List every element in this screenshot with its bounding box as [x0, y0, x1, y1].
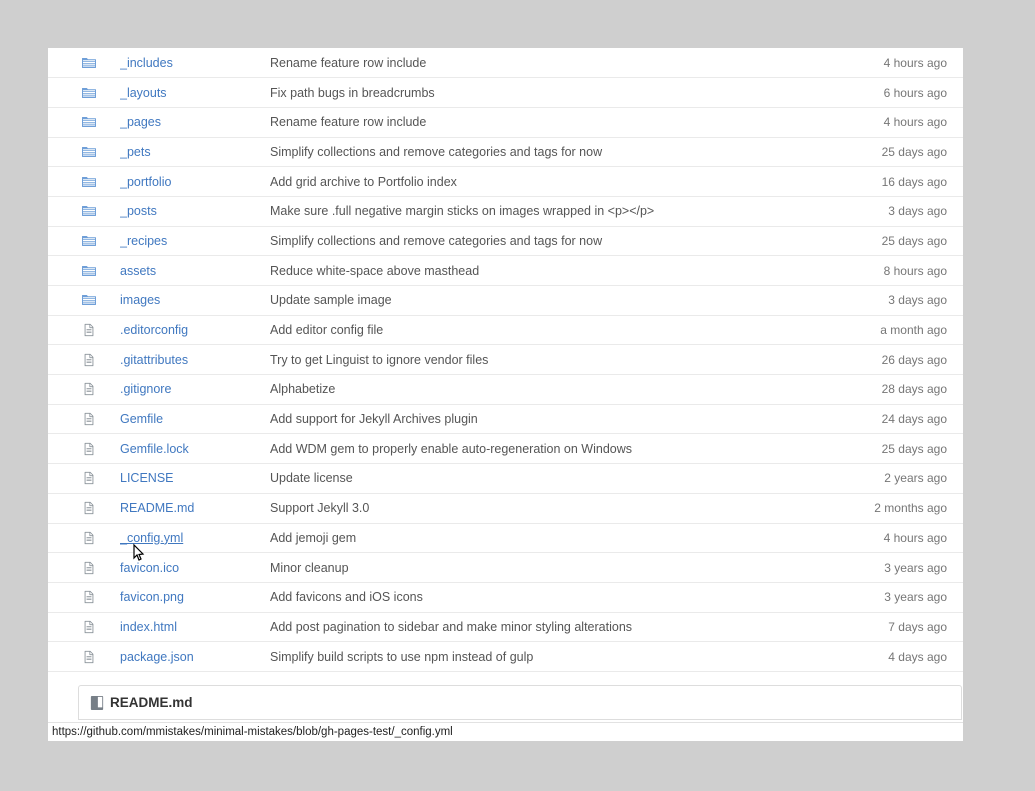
folder-icon-cell — [48, 256, 120, 286]
file-link[interactable]: _config.yml — [120, 530, 184, 545]
commit-message[interactable]: Reduce white-space above masthead — [270, 263, 480, 278]
file-icon — [82, 561, 96, 575]
file-name-cell — [120, 612, 270, 642]
commit-age: 3 years ago — [827, 553, 963, 583]
file-name-cell — [120, 167, 270, 197]
commit-age: 7 days ago — [827, 612, 963, 642]
commit-age: 25 days ago — [827, 226, 963, 256]
commit-age: 28 days ago — [827, 375, 963, 405]
readme-panel — [78, 685, 962, 720]
commit-message[interactable]: Add editor config file — [270, 323, 384, 338]
table-row[interactable] — [48, 256, 963, 286]
commit-age: 2 years ago — [827, 464, 963, 494]
commit-message-cell — [270, 582, 827, 612]
file-icon — [82, 412, 96, 426]
file-link[interactable]: favicon.ico — [120, 560, 180, 575]
file-link[interactable]: _recipes — [120, 233, 168, 248]
commit-message-cell — [270, 48, 827, 78]
commit-message[interactable]: Simplify collections and remove categories and tags for now — [270, 144, 603, 159]
commit-message[interactable]: Minor cleanup — [270, 560, 349, 575]
file-name-cell — [120, 78, 270, 108]
commit-age: 8 hours ago — [827, 256, 963, 286]
folder-icon-cell — [48, 196, 120, 226]
commit-message[interactable]: Make sure .full negative margin sticks on images wrapped in <p></p> — [270, 204, 655, 219]
file-icon-cell — [48, 553, 120, 583]
commit-message[interactable]: Add grid archive to Portfolio index — [270, 174, 457, 189]
commit-message[interactable]: Simplify collections and remove categories and tags for now — [270, 233, 603, 248]
file-name-cell — [120, 315, 270, 345]
commit-message-cell — [270, 107, 827, 137]
commit-age: 25 days ago — [827, 434, 963, 464]
file-name-cell — [120, 553, 270, 583]
readme-title: README.md — [110, 695, 193, 710]
file-icon — [82, 590, 96, 604]
commit-message-cell — [270, 553, 827, 583]
file-name-cell — [120, 226, 270, 256]
folder-icon — [82, 175, 96, 189]
file-name-cell — [120, 582, 270, 612]
file-icon-cell — [48, 523, 120, 553]
file-link[interactable]: .gitignore — [120, 382, 172, 397]
folder-icon — [82, 86, 96, 100]
file-icon-cell — [48, 434, 120, 464]
file-icon — [82, 442, 96, 456]
table-row[interactable] — [48, 167, 963, 197]
file-icon-cell — [48, 315, 120, 345]
table-row[interactable] — [48, 48, 963, 78]
file-icon — [82, 620, 96, 634]
folder-icon-cell — [48, 286, 120, 316]
commit-message-cell — [270, 612, 827, 642]
folder-icon — [82, 115, 96, 129]
file-icon-cell — [48, 464, 120, 494]
file-link[interactable]: _portfolio — [120, 174, 172, 189]
commit-age: a month ago — [827, 315, 963, 345]
commit-message-cell — [270, 78, 827, 108]
file-link[interactable]: _pets — [120, 144, 151, 159]
commit-age: 16 days ago — [827, 167, 963, 197]
file-icon — [82, 650, 96, 664]
commit-message[interactable]: Add WDM gem to properly enable auto-regeneration on Windows — [270, 441, 632, 456]
folder-icon-cell — [48, 226, 120, 256]
table-row[interactable] — [48, 642, 963, 672]
table-row[interactable] — [48, 315, 963, 345]
file-icon — [82, 323, 96, 337]
commit-message[interactable]: Update sample image — [270, 293, 392, 308]
file-link[interactable]: favicon.png — [120, 590, 184, 605]
file-link[interactable]: _pages — [120, 115, 162, 130]
commit-age: 25 days ago — [827, 137, 963, 167]
commit-message-cell — [270, 642, 827, 672]
file-icon-cell — [48, 375, 120, 405]
file-icon — [82, 531, 96, 545]
file-name-cell — [120, 523, 270, 553]
file-icon — [82, 382, 96, 396]
commit-message[interactable]: Add jemoji gem — [270, 530, 357, 545]
commit-message-cell — [270, 137, 827, 167]
folder-icon-cell — [48, 167, 120, 197]
readme-header — [79, 686, 961, 719]
commit-message-cell — [270, 315, 827, 345]
commit-message-cell — [270, 196, 827, 226]
file-name-cell — [120, 464, 270, 494]
commit-age: 4 days ago — [827, 642, 963, 672]
commit-message-cell — [270, 375, 827, 405]
commit-message[interactable]: Update license — [270, 471, 353, 486]
table-row[interactable] — [48, 493, 963, 523]
commit-message[interactable]: Simplify build scripts to use npm instead of gulp — [270, 649, 534, 664]
file-name-cell — [120, 404, 270, 434]
commit-age: 24 days ago — [827, 404, 963, 434]
commit-age: 4 hours ago — [827, 48, 963, 78]
table-row[interactable] — [48, 345, 963, 375]
commit-age: 26 days ago — [827, 345, 963, 375]
table-row[interactable] — [48, 434, 963, 464]
file-link[interactable]: _posts — [120, 204, 157, 219]
folder-icon — [82, 234, 96, 248]
file-name-cell — [120, 137, 270, 167]
folder-icon-cell — [48, 107, 120, 137]
commit-message[interactable]: Try to get Linguist to ignore vendor files — [270, 352, 489, 367]
file-name-cell — [120, 107, 270, 137]
table-row[interactable] — [48, 226, 963, 256]
file-link[interactable]: .editorconfig — [120, 323, 189, 338]
table-row[interactable] — [48, 464, 963, 494]
folder-icon — [82, 145, 96, 159]
commit-message[interactable]: Fix path bugs in breadcrumbs — [270, 85, 435, 100]
table-row[interactable] — [48, 196, 963, 226]
file-name-cell — [120, 345, 270, 375]
file-link[interactable]: _layouts — [120, 85, 167, 100]
repo-file-table — [48, 48, 963, 672]
folder-icon-cell — [48, 48, 120, 78]
commit-message[interactable]: Alphabetize — [270, 382, 336, 397]
file-name-cell — [120, 375, 270, 405]
folder-icon — [82, 204, 96, 218]
commit-message-cell — [270, 404, 827, 434]
table-row[interactable] — [48, 375, 963, 405]
file-link[interactable]: index.html — [120, 619, 177, 634]
file-link[interactable]: images — [120, 293, 161, 308]
commit-message-cell — [270, 286, 827, 316]
file-icon — [82, 501, 96, 515]
file-link[interactable]: assets — [120, 263, 157, 278]
commit-age: 2 months ago — [827, 493, 963, 523]
commit-message[interactable]: Rename feature row include — [270, 115, 427, 130]
commit-age: 3 days ago — [827, 286, 963, 316]
table-row[interactable] — [48, 612, 963, 642]
commit-message[interactable]: Add favicons and iOS icons — [270, 590, 423, 605]
commit-message-cell — [270, 256, 827, 286]
commit-message-cell — [270, 464, 827, 494]
commit-age: 6 hours ago — [827, 78, 963, 108]
file-icon-cell — [48, 345, 120, 375]
folder-icon — [82, 293, 96, 307]
table-row[interactable] — [48, 404, 963, 434]
file-name-cell — [120, 48, 270, 78]
commit-age: 4 hours ago — [827, 523, 963, 553]
browser-viewport — [48, 48, 963, 740]
table-row[interactable] — [48, 137, 963, 167]
file-name-cell — [120, 256, 270, 286]
file-link[interactable]: .gitattributes — [120, 352, 189, 367]
commit-age: 3 years ago — [827, 582, 963, 612]
file-icon-cell — [48, 612, 120, 642]
commit-message-cell — [270, 226, 827, 256]
file-link[interactable]: package.json — [120, 649, 194, 664]
file-name-cell — [120, 493, 270, 523]
file-link[interactable]: _includes — [120, 55, 173, 70]
file-name-cell — [120, 196, 270, 226]
folder-icon-cell — [48, 137, 120, 167]
table-row[interactable] — [48, 582, 963, 612]
file-icon-cell — [48, 493, 120, 523]
file-icon — [82, 353, 96, 367]
file-link[interactable]: README.md — [120, 501, 195, 516]
table-row[interactable] — [48, 286, 963, 316]
commit-age: 4 hours ago — [827, 107, 963, 137]
commit-message[interactable]: Rename feature row include — [270, 55, 427, 70]
folder-icon — [82, 264, 96, 278]
file-link[interactable]: LICENSE — [120, 471, 174, 486]
table-row[interactable] — [48, 553, 963, 583]
commit-message-cell — [270, 493, 827, 523]
commit-message-cell — [270, 434, 827, 464]
table-row[interactable] — [48, 107, 963, 137]
file-icon — [82, 471, 96, 485]
commit-age: 3 days ago — [827, 196, 963, 226]
commit-message-cell — [270, 167, 827, 197]
folder-icon-cell — [48, 78, 120, 108]
status-bar-url: https://github.com/mmistakes/minimal-mistakes/blob/gh-pages-test/_config.yml — [48, 722, 963, 741]
commit-message[interactable]: Add support for Jekyll Archives plugin — [270, 412, 478, 427]
commit-message-cell — [270, 345, 827, 375]
table-row[interactable] — [48, 78, 963, 108]
book-icon — [89, 696, 103, 710]
file-icon-cell — [48, 404, 120, 434]
file-name-cell — [120, 642, 270, 672]
commit-message[interactable]: Add post pagination to sidebar and make minor styling alterations — [270, 619, 633, 634]
file-link[interactable]: Gemfile.lock — [120, 441, 189, 456]
commit-message-cell — [270, 523, 827, 553]
file-name-cell — [120, 434, 270, 464]
file-name-cell — [120, 286, 270, 316]
table-row[interactable] — [48, 523, 963, 553]
file-icon-cell — [48, 582, 120, 612]
file-icon-cell — [48, 642, 120, 672]
folder-icon — [82, 56, 96, 70]
commit-message[interactable]: Support Jekyll 3.0 — [270, 501, 370, 516]
file-link[interactable]: Gemfile — [120, 412, 164, 427]
